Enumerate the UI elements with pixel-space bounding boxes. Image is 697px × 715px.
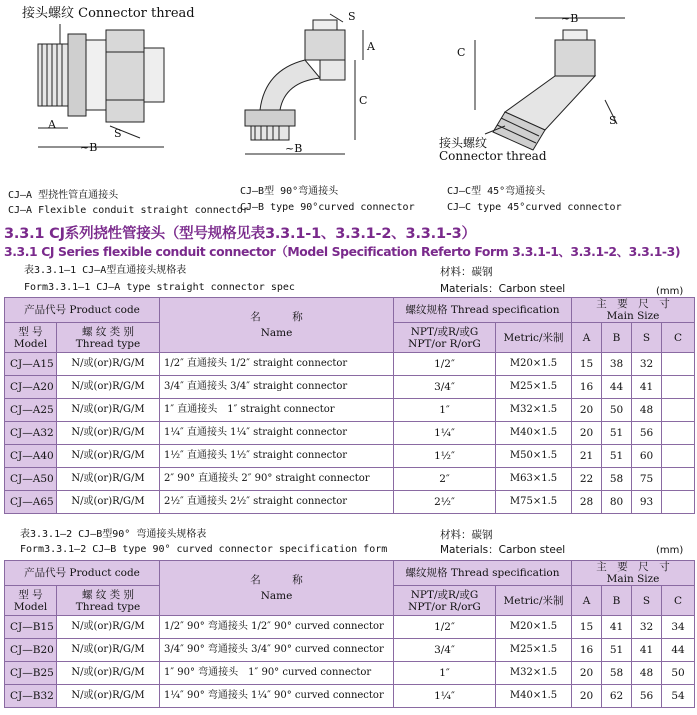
name-cell: 3/4″ 90° 弯通接头 3/4″ 90° curved connector [160, 639, 394, 662]
name-cell: 1″ 90° 弯通接头 1″ 90° curved connector [160, 662, 394, 685]
table1-straight-connector-spec [4, 297, 695, 514]
npt-cell: 2½″ [394, 491, 496, 514]
size-b-cell: 51 [602, 639, 632, 662]
size-c-cell: 44 [662, 639, 695, 662]
size-c-cell [662, 491, 695, 514]
dim-b-label: ~B [80, 141, 98, 154]
figure-straight-connector [0, 0, 230, 180]
model-cell: CJ—A40 [5, 445, 57, 468]
header-b: B [602, 323, 632, 353]
table-row [5, 639, 695, 662]
npt-cell: 1/2″ [394, 616, 496, 639]
table1-caption-cn: 表3.3.1—1 CJ—A型直通接头规格表 [24, 265, 187, 276]
model-cell: CJ—A65 [5, 491, 57, 514]
npt-cell: 1″ [394, 399, 496, 422]
npt-cell: 1½″ [394, 445, 496, 468]
model-cell: CJ—B25 [5, 662, 57, 685]
npt-cell: 1/2″ [394, 353, 496, 376]
dim-s-label: S [609, 114, 617, 127]
header-name [160, 561, 394, 616]
dim-c-label: C [359, 94, 368, 107]
straight-connector-drawing [0, 0, 230, 180]
header-c: C [662, 323, 695, 353]
table-row [5, 662, 695, 685]
size-a-cell: 15 [572, 616, 602, 639]
size-s-cell: 56 [632, 685, 662, 708]
header-metric: Metric/米制 [496, 586, 572, 616]
size-c-cell [662, 399, 695, 422]
size-s-cell: 93 [632, 491, 662, 514]
header-product-code: 产品代号 Product code [5, 298, 160, 323]
header-product-code: 产品代号 Product code [5, 561, 160, 586]
header-name-text: 名 称 Name [250, 574, 303, 602]
header-npt: NPT/或R/或G NPT/or R/orG [394, 323, 496, 353]
table-row [5, 685, 695, 708]
header-s: S [632, 323, 662, 353]
section-heading-en: 3.3.1 CJ Series flexible conduit connector（Model Specification Referto Form 3.3.1-1、3.3.1-2、3.3.1-3) [4, 244, 681, 259]
model-cell: CJ—A32 [5, 422, 57, 445]
size-s-cell: 75 [632, 468, 662, 491]
size-s-cell: 32 [632, 353, 662, 376]
table2-unit: (mm) [656, 545, 684, 556]
size-c-cell [662, 468, 695, 491]
dim-b-label: ~B [561, 12, 579, 25]
npt-cell: 2″ [394, 468, 496, 491]
model-cell: CJ—A50 [5, 468, 57, 491]
table2-caption-en: Form3.3.1—2 CJ—B type 90° curved connector specification form [20, 544, 388, 555]
model-cell: CJ—A20 [5, 376, 57, 399]
size-c-cell: 34 [662, 616, 695, 639]
size-b-cell: 44 [602, 376, 632, 399]
table2-caption-cn: 表3.3.1—2 CJ—B型90° 弯通接头规格表 [20, 529, 207, 540]
thread-type-cell: N/或(or)R/G/M [57, 353, 160, 376]
table2-material-cn: 材料：碳钢 [440, 529, 493, 541]
caption-c-en: CJ—C type 45°curved connector [447, 202, 622, 213]
thread-type-cell: N/或(or)R/G/M [57, 662, 160, 685]
size-a-cell: 20 [572, 422, 602, 445]
metric-cell: M40×1.5 [496, 685, 572, 708]
header-a: A [572, 323, 602, 353]
size-s-cell: 32 [632, 616, 662, 639]
header-main-size: 主 要 尺 寸 Main Size [572, 561, 695, 586]
thread-type-cell: N/或(or)R/G/M [57, 422, 160, 445]
name-cell: 2″ 90° 直通接头 2″ 90° straight connector [160, 468, 394, 491]
caption-a-cn: CJ—A 型挠性管直通接头 [8, 190, 119, 201]
header-metric: Metric/米制 [496, 323, 572, 353]
metric-cell: M63×1.5 [496, 468, 572, 491]
size-a-cell: 20 [572, 399, 602, 422]
connector-thread-cn: 接头螺纹 [439, 136, 488, 150]
header-c: C [662, 586, 695, 616]
dim-a-label: A [48, 118, 56, 131]
size-b-cell: 58 [602, 662, 632, 685]
size-b-cell: 80 [602, 491, 632, 514]
metric-cell: M50×1.5 [496, 445, 572, 468]
table2-material-en: Materials：Carbon steel [440, 544, 566, 556]
model-cell: CJ—B32 [5, 685, 57, 708]
thread-type-cell: N/或(or)R/G/M [57, 685, 160, 708]
size-b-cell: 51 [602, 445, 632, 468]
metric-cell: M32×1.5 [496, 399, 572, 422]
size-b-cell: 58 [602, 468, 632, 491]
size-a-cell: 15 [572, 353, 602, 376]
metric-cell: M20×1.5 [496, 353, 572, 376]
dim-s-label: S [114, 127, 122, 140]
metric-cell: M40×1.5 [496, 422, 572, 445]
name-cell: 1″ 直通接头 1″ straight connector [160, 399, 394, 422]
model-cell: CJ—B20 [5, 639, 57, 662]
header-model: 型 号 Model [5, 323, 57, 353]
npt-cell: 3/4″ [394, 376, 496, 399]
name-cell: 1/2″ 90° 弯通接头 1/2″ 90° curved connector [160, 616, 394, 639]
metric-cell: M25×1.5 [496, 639, 572, 662]
section-heading-cn: 3.3.1 CJ系列挠性管接头（型号规格见表3.3.1-1、3.3.1-2、3.3.1-3） [4, 226, 476, 242]
size-c-cell [662, 353, 695, 376]
metric-cell: M20×1.5 [496, 616, 572, 639]
thread-type-cell: N/或(or)R/G/M [57, 616, 160, 639]
caption-a-en: CJ—A Flexible conduit straight connector [8, 205, 249, 216]
table1-material-en: Materials：Carbon steel [440, 283, 566, 295]
size-s-cell: 41 [632, 376, 662, 399]
size-a-cell: 21 [572, 445, 602, 468]
dim-c-label: C [457, 46, 466, 59]
table-row [5, 445, 695, 468]
name-cell: 1/2″ 直通接头 1/2″ straight connector [160, 353, 394, 376]
curved-90-connector-drawing [225, 0, 435, 180]
dim-s-label: S [348, 10, 356, 23]
name-cell: 2½″ 直通接头 2½″ straight connector [160, 491, 394, 514]
name-cell: 1¼″ 直通接头 1¼″ straight connector [160, 422, 394, 445]
size-c-cell: 50 [662, 662, 695, 685]
thread-type-cell: N/或(or)R/G/M [57, 399, 160, 422]
header-main-size: 主 要 尺 寸 Main Size [572, 298, 695, 323]
model-cell: CJ—A15 [5, 353, 57, 376]
header-thread-spec: 螺纹规格 Thread specification [394, 561, 572, 586]
metric-cell: M75×1.5 [496, 491, 572, 514]
size-s-cell: 41 [632, 639, 662, 662]
thread-type-cell: N/或(or)R/G/M [57, 491, 160, 514]
header-name-text: 名 称 Name [250, 311, 303, 339]
size-c-cell: 54 [662, 685, 695, 708]
table-row [5, 353, 695, 376]
header-thread-type: 螺 纹 类 别 Thread type [57, 586, 160, 616]
size-a-cell: 16 [572, 639, 602, 662]
size-b-cell: 41 [602, 616, 632, 639]
size-b-cell: 51 [602, 422, 632, 445]
size-b-cell: 62 [602, 685, 632, 708]
model-cell: CJ—A25 [5, 399, 57, 422]
npt-cell: 1″ [394, 662, 496, 685]
dim-a-label: A [367, 40, 375, 53]
thread-type-cell: N/或(or)R/G/M [57, 445, 160, 468]
thread-type-cell: N/或(or)R/G/M [57, 639, 160, 662]
figure-90-curved-connector [225, 0, 435, 180]
size-s-cell: 56 [632, 422, 662, 445]
size-s-cell: 60 [632, 445, 662, 468]
connector-thread-label: 接头螺纹 Connector thread [22, 6, 195, 21]
table-row [5, 468, 695, 491]
metric-cell: M32×1.5 [496, 662, 572, 685]
size-s-cell: 48 [632, 399, 662, 422]
caption-c-cn: CJ—C型 45°弯通接头 [447, 186, 546, 197]
figure-45-curved-connector [435, 0, 697, 180]
table1-material-cn: 材料：碳钢 [440, 266, 493, 278]
caption-b-en: CJ—B type 90°curved connector [240, 202, 415, 213]
size-a-cell: 20 [572, 662, 602, 685]
size-s-cell: 48 [632, 662, 662, 685]
header-b: B [602, 586, 632, 616]
size-a-cell: 20 [572, 685, 602, 708]
table2-curved-connector-spec [4, 560, 695, 708]
dim-b-label: ~B [285, 142, 303, 155]
header-s: S [632, 586, 662, 616]
table-row [5, 491, 695, 514]
table-row [5, 399, 695, 422]
size-c-cell [662, 422, 695, 445]
connector-thread-en: Connector thread [439, 149, 547, 163]
size-a-cell: 22 [572, 468, 602, 491]
table-row [5, 376, 695, 399]
header-name [160, 298, 394, 353]
npt-cell: 1¼″ [394, 685, 496, 708]
model-cell: CJ—B15 [5, 616, 57, 639]
name-cell: 3/4″ 直通接头 3/4″ straight connector [160, 376, 394, 399]
size-c-cell [662, 376, 695, 399]
header-model: 型 号 Model [5, 586, 57, 616]
header-thread-spec: 螺纹规格 Thread specification [394, 298, 572, 323]
caption-b-cn: CJ—B型 90°弯通接头 [240, 186, 339, 197]
header-npt: NPT/或R/或G NPT/or R/orG [394, 586, 496, 616]
npt-cell: 3/4″ [394, 639, 496, 662]
table1-caption-en: Form3.3.1—1 CJ—A type straight connector spec [24, 282, 295, 293]
table-row [5, 616, 695, 639]
size-b-cell: 38 [602, 353, 632, 376]
table1-unit: (mm) [656, 286, 684, 297]
header-thread-type: 螺 纹 类 别 Thread type [57, 323, 160, 353]
thread-type-cell: N/或(or)R/G/M [57, 468, 160, 491]
metric-cell: M25×1.5 [496, 376, 572, 399]
table-row [5, 422, 695, 445]
header-a: A [572, 586, 602, 616]
size-b-cell: 50 [602, 399, 632, 422]
npt-cell: 1¼″ [394, 422, 496, 445]
thread-type-cell: N/或(or)R/G/M [57, 376, 160, 399]
name-cell: 1½″ 直通接头 1½″ straight connector [160, 445, 394, 468]
size-a-cell: 28 [572, 491, 602, 514]
size-c-cell [662, 445, 695, 468]
name-cell: 1¼″ 90° 弯通接头 1¼″ 90° curved connector [160, 685, 394, 708]
size-a-cell: 16 [572, 376, 602, 399]
